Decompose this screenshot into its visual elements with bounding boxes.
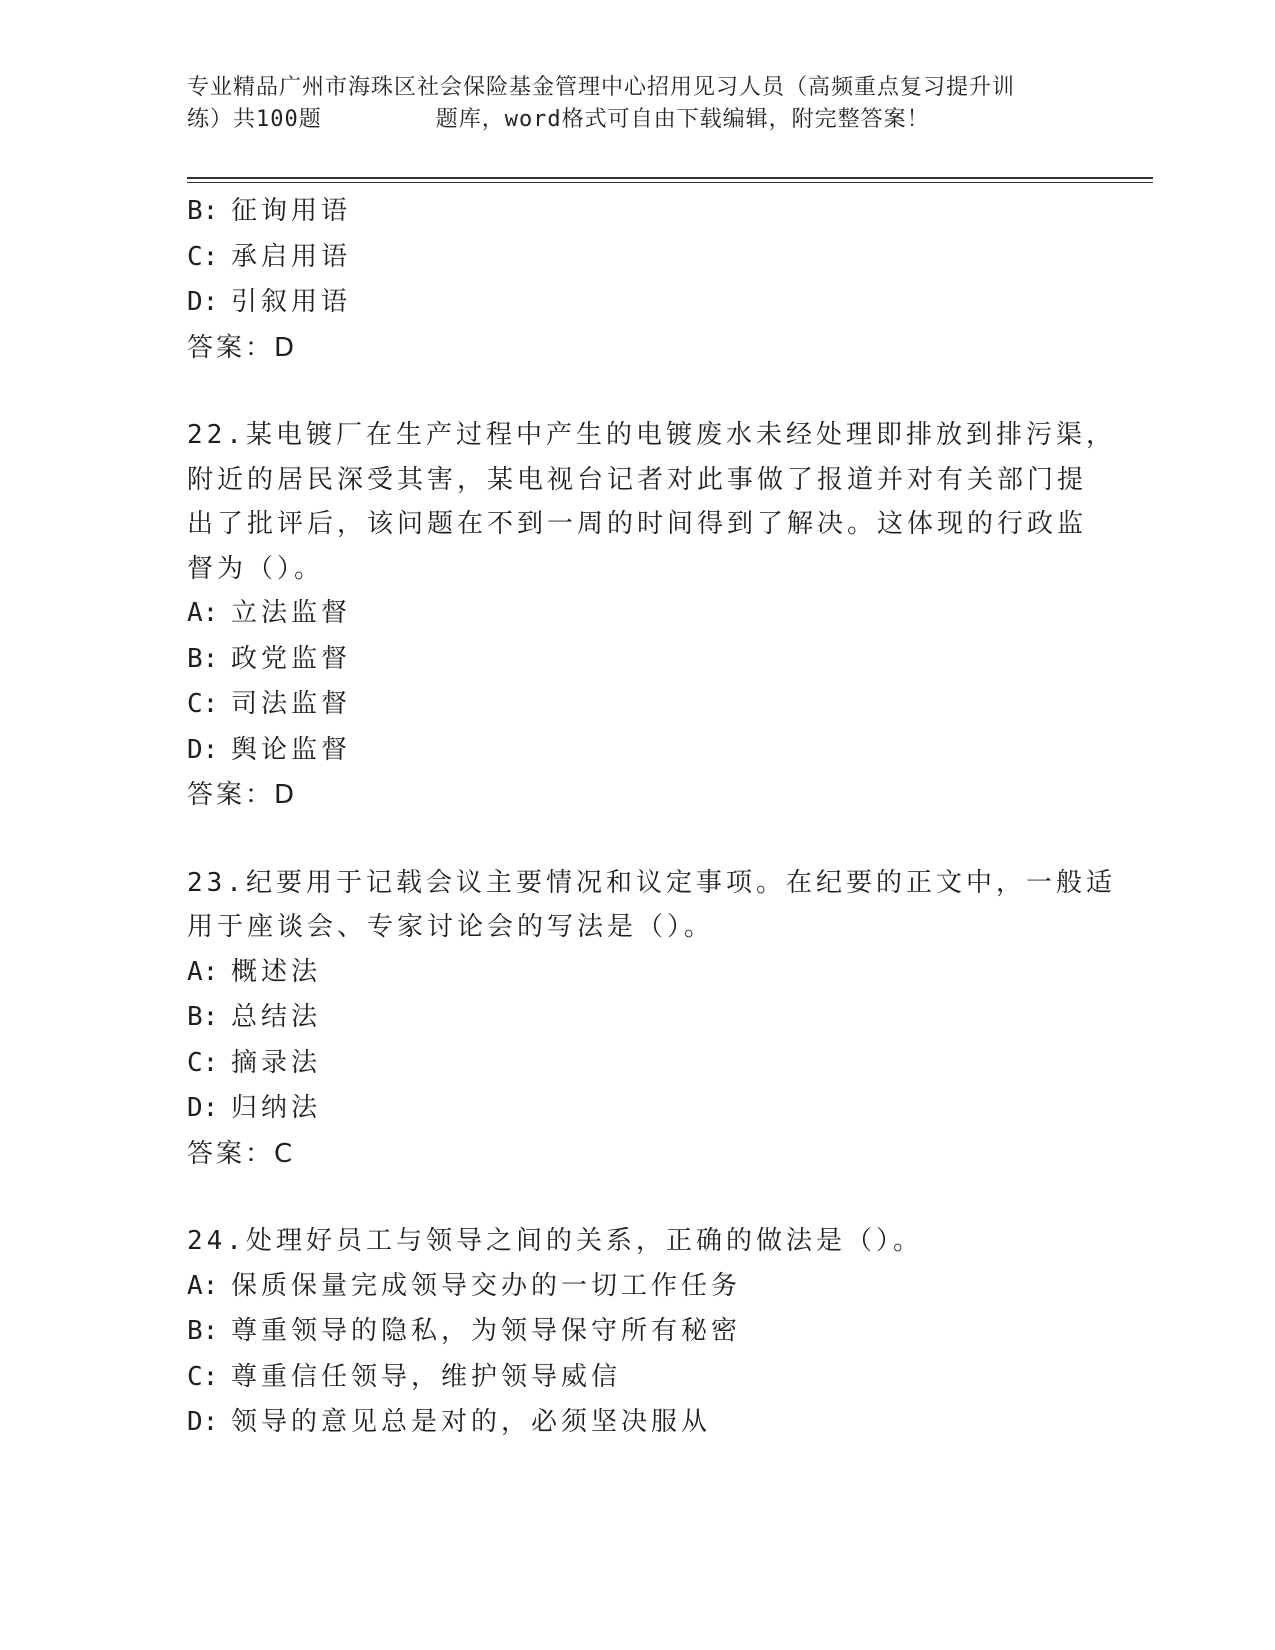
option-c: C: 司法监督	[187, 689, 352, 719]
option-c: C: 承启用语	[187, 241, 352, 272]
option-b: B: 尊重领导的隐私，为领导保守所有秘密	[187, 1316, 742, 1346]
question-stem-line: 22.某电镀厂在生产过程中产生的电镀废水未经处理即排放到排污渠，	[187, 420, 1116, 450]
question-stem-line: 附近的居民深受其害，某电视台记者对此事做了报道并对有关部门提	[187, 464, 1088, 495]
question-stem-line: 23.纪要用于记载会议主要情况和议定事项。在纪要的正文中，一般适	[187, 867, 1116, 898]
option-d: D: 舆论监督	[187, 734, 352, 765]
question-23	[187, 861, 1116, 1178]
question-24	[187, 1219, 1087, 1446]
option-b: B: 政党监督	[187, 643, 352, 674]
option-c: C: 摘录法	[187, 1047, 322, 1078]
question-stem-line: 24.处理好员工与领导之间的关系，正确的做法是（）。	[187, 1226, 923, 1256]
option-a: A: 概述法	[187, 956, 322, 987]
header-divider-thin	[187, 182, 1153, 183]
header-divider-thick	[187, 177, 1153, 179]
option-a: A: 立法监督	[187, 598, 352, 628]
header-title-line-2: 练）共100题 题库，word格式可自由下载编辑，附完整答案！	[187, 107, 930, 132]
answer-line: 答案：D	[187, 780, 298, 810]
question-stem-line: 出了批评后，该问题在不到一周的时间得到了解决。这体现的行政监	[187, 509, 1088, 539]
option-b: B: 总结法	[187, 1002, 322, 1032]
answer-line: 答案：D	[187, 332, 298, 363]
question-stem-line: 用于座谈会、专家讨论会的写法是（）。	[187, 912, 715, 942]
header-title-line-1: 专业精品广州市海珠区社会保险基金管理中心招用见习人员（高频重点复习提升训	[187, 75, 1016, 100]
option-d: D: 归纳法	[187, 1093, 322, 1123]
question-22	[187, 413, 1116, 819]
option-d: D: 领导的意见总是对的，必须坚决服从	[187, 1407, 712, 1437]
question-stem-line: 督为（）。	[187, 553, 325, 584]
question-list	[187, 189, 1116, 1446]
option-b: B: 征询用语	[187, 196, 352, 226]
option-d: D: 引叙用语	[187, 287, 352, 317]
option-a: A: 保质保量完成领导交办的一切工作任务	[187, 1270, 742, 1301]
option-c: C: 尊重信任领导，维护领导威信	[187, 1361, 622, 1392]
page-header	[187, 72, 1087, 136]
answer-line: 答案：C	[187, 1138, 296, 1169]
previous-question-tail	[187, 189, 1087, 371]
